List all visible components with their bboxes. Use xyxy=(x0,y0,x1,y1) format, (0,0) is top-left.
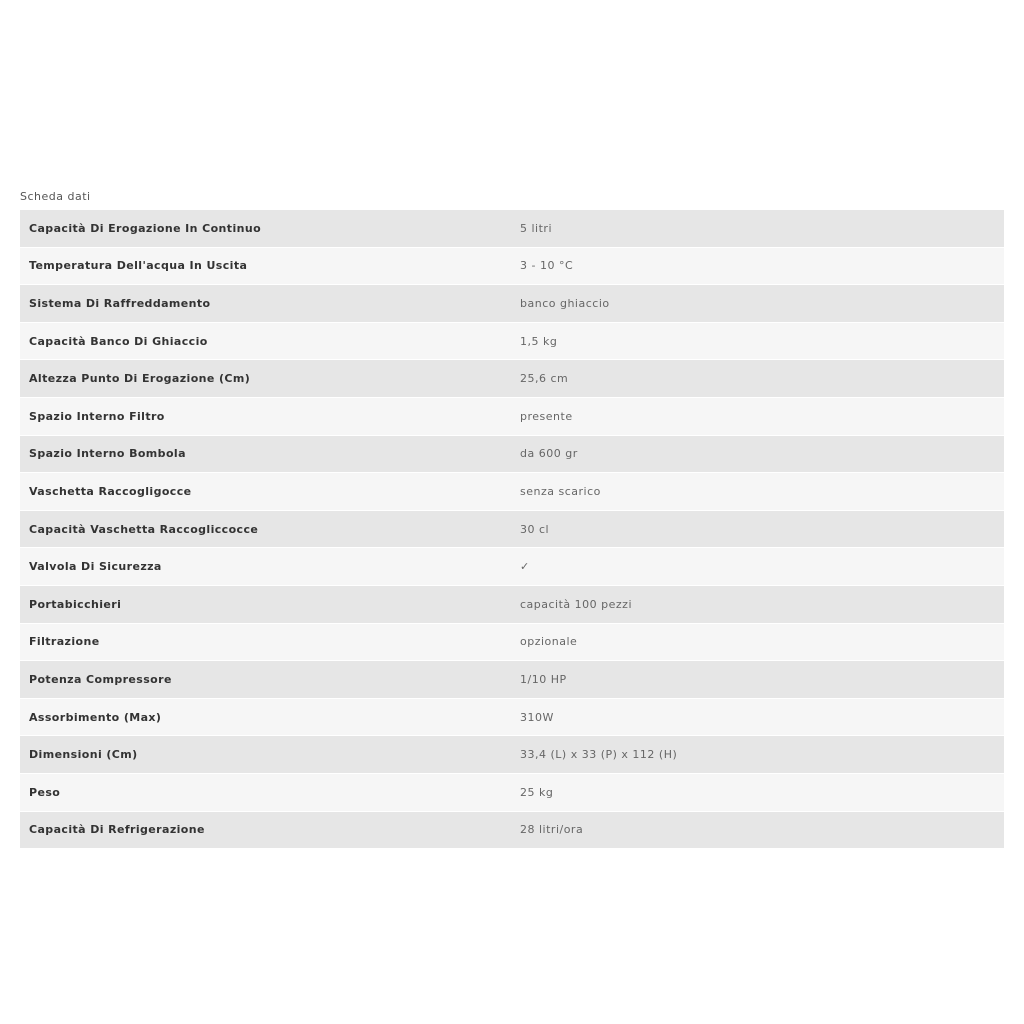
spec-value: opzionale xyxy=(511,623,1004,661)
spec-label: Dimensioni (Cm) xyxy=(20,736,511,774)
table-row xyxy=(20,397,1004,435)
table-row xyxy=(20,736,1004,774)
table-row xyxy=(20,510,1004,548)
spec-value: 1/10 HP xyxy=(511,661,1004,699)
spec-value: 5 litri xyxy=(511,210,1004,247)
checkmark-icon: ✓ xyxy=(511,548,1004,586)
spec-value: 310W xyxy=(511,698,1004,736)
spec-label: Assorbimento (Max) xyxy=(20,698,511,736)
table-row xyxy=(20,811,1004,848)
table-row xyxy=(20,473,1004,511)
table-row xyxy=(20,698,1004,736)
spec-label: Altezza Punto Di Erogazione (Cm) xyxy=(20,360,511,398)
table-row xyxy=(20,435,1004,473)
table-row xyxy=(20,623,1004,661)
spec-label: Portabicchieri xyxy=(20,585,511,623)
spec-value: 28 litri/ora xyxy=(511,811,1004,848)
spec-value: presente xyxy=(511,397,1004,435)
spec-value: 33,4 (L) x 33 (P) x 112 (H) xyxy=(511,736,1004,774)
spec-value: 25,6 cm xyxy=(511,360,1004,398)
table-row xyxy=(20,210,1004,247)
spec-label: Capacità Vaschetta Raccogliccocce xyxy=(20,510,511,548)
spec-label: Spazio Interno Filtro xyxy=(20,397,511,435)
spec-label: Valvola Di Sicurezza xyxy=(20,548,511,586)
spec-label: Capacità Banco Di Ghiaccio xyxy=(20,322,511,360)
spec-label: Vaschetta Raccogligocce xyxy=(20,473,511,511)
spec-label: Spazio Interno Bombola xyxy=(20,435,511,473)
table-row xyxy=(20,322,1004,360)
spec-value: 1,5 kg xyxy=(511,322,1004,360)
spec-label: Peso xyxy=(20,773,511,811)
section-title: Scheda dati xyxy=(20,190,91,203)
table-row xyxy=(20,548,1004,586)
spec-table xyxy=(20,210,1004,848)
spec-label: Temperatura Dell'acqua In Uscita xyxy=(20,247,511,285)
table-row xyxy=(20,285,1004,323)
spec-value: capacità 100 pezzi xyxy=(511,585,1004,623)
spec-value: 25 kg xyxy=(511,773,1004,811)
spec-value: banco ghiaccio xyxy=(511,285,1004,323)
table-row xyxy=(20,661,1004,699)
spec-value: da 600 gr xyxy=(511,435,1004,473)
table-row xyxy=(20,773,1004,811)
spec-label: Capacità Di Refrigerazione xyxy=(20,811,511,848)
spec-value: 3 - 10 °C xyxy=(511,247,1004,285)
table-row xyxy=(20,585,1004,623)
table-row xyxy=(20,360,1004,398)
spec-label: Capacità Di Erogazione In Continuo xyxy=(20,210,511,247)
spec-label: Filtrazione xyxy=(20,623,511,661)
spec-value: 30 cl xyxy=(511,510,1004,548)
table-row xyxy=(20,247,1004,285)
spec-value: senza scarico xyxy=(511,473,1004,511)
spec-label: Sistema Di Raffreddamento xyxy=(20,285,511,323)
spec-label: Potenza Compressore xyxy=(20,661,511,699)
